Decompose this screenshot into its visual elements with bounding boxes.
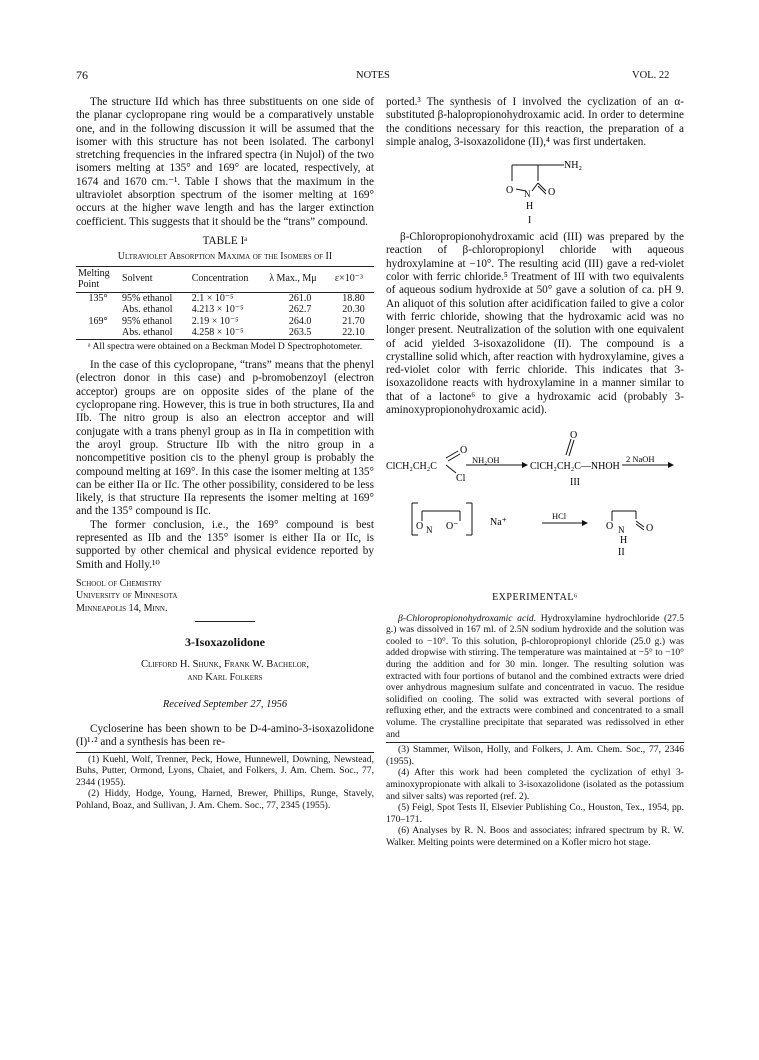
experimental-heading: EXPERIMENTAL⁶	[492, 592, 578, 604]
table-cell: 264.0	[288, 315, 312, 327]
body-paragraph: The former conclusion, i.e., the 169° compound is best represented as IIb and the 135° isomer is either IIa or IIc, is supported by other chemical and physical evidence reported by Smith and Holly.¹⁰	[76, 518, 374, 571]
table-header: Concentration	[190, 266, 268, 292]
scheme-o1: O	[460, 445, 468, 457]
scheme-p-n: N	[618, 525, 625, 536]
scheme-reagent1: NH₂OH	[472, 455, 500, 466]
scheme-product: ClCH₂CH₂C—NHOH	[530, 461, 620, 473]
uv-table	[76, 266, 374, 340]
table-header: λ Max., Mμ	[267, 266, 333, 292]
scheme-p-o: O	[606, 521, 614, 533]
footnote: (6) Analyses by R. N. Boos and associates; infrared spectrum by R. W. Walker. Melting points were determined on a Kofler micro hot stage.	[386, 825, 684, 848]
table-cell	[76, 327, 120, 339]
body-paragraph: β-Chloropropionohydroxamic acid (III) was prepared by the reaction of β-chloropropionyl chloride with aqueous hydroxylamine at −10°. The resulting acid (III) gave a red-violet color with ferric chloride.⁵ Treatment of III with two equivalents of aqueous sodium hydroxide at 50° gave a solution of ca. pH 9. An aliquot of this solution after acidification failed to give a color with ferric chloride, showing that the hydroxamic acid was no longer present. Neutralization of the solution with one equivalent of acid yielded 3-isoxazolidone (II). The compound is a crystalline solid which, after reaction with hydroxylamine, gives a red-violet color with ferric chloride. This indicates that 3-isoxazolidone reacts with hydroxylamine in a manner similar to that of a lactone⁶ to give a hydroxamic acid (probably 3-aminoxypropionohydroxamic acid).	[386, 231, 684, 417]
table-cell: 4.258 × 10⁻⁵	[190, 327, 268, 339]
scheme-reactant: ClCH₂CH₂C	[386, 461, 437, 473]
table-label: TABLE Iᵃ	[202, 234, 248, 247]
scheme-p-oketo: O	[646, 523, 654, 535]
left-column	[76, 96, 374, 812]
table-cell: Abs. ethanol	[122, 304, 173, 316]
table-row	[76, 304, 374, 316]
scheme-o2: O	[570, 430, 578, 442]
footnote-divider	[76, 752, 374, 753]
table-cell: 2.19 × 10⁻⁵	[191, 315, 239, 327]
table-cell: 21.70	[342, 315, 365, 327]
table-cell	[76, 304, 120, 316]
table-cell: 261.0	[288, 292, 312, 304]
structure-I	[386, 153, 684, 225]
footnote: (5) Feigl, Spot Tests II, Elsevier Publishing Co., Houston, Tex., 1954, pp. 170–171.	[386, 802, 684, 825]
scheme-label3: III	[570, 477, 580, 489]
footnotes	[386, 744, 684, 848]
table-cell: 20.30	[342, 304, 365, 316]
footnote: (1) Kuehl, Wolf, Trenner, Peck, Howe, Hunnewell, Downing, Newstead, Buhs, Putter, Ormond, Lyons, Chaiet, and Folkers, J. Am. Chem. Soc., 77, 2344 (1955).	[76, 753, 374, 788]
table-cell: 22.10	[333, 327, 374, 339]
scheme-anion-o: O	[416, 521, 424, 533]
authors	[76, 658, 374, 684]
table-cell: 169°	[88, 315, 108, 327]
article-title: 3-Isoxazolidone	[184, 635, 265, 650]
volume-label: VOL. 22	[632, 70, 670, 81]
footnote: (2) Hiddy, Hodge, Young, Harned, Brewer, Phillips, Runge, Stavely, Pohland, Boaz, and Sullivan, J. Am. Chem. Soc., 77, 2345 (1955).	[76, 788, 374, 811]
scheme-anion-n: N	[426, 525, 433, 536]
body-paragraph: In the case of this cyclopropane, “trans” means that the phenyl (electron donor in this case) and p-bromobenzoyl (electron acceptor) groups are on opposite sides of the plane of the cyclopropane ring. However, this is true in both structures, IIa and IIb. The nitro group is also an electron acceptor and will conjugate with a trans phenyl group as in IIa in competition with the aroyl group. Structure IIb with the nitro group in a noncompetitive position cis to the phenyl group is probably the compound melting at 169°. In this case the isomer melting at 135° can be either IIa or IIc. The other possibility, considered to be less likely, is that structure IIa represents the isomer melting at 169° and the 135° compound is IIc.	[76, 359, 374, 518]
affiliation	[76, 578, 374, 616]
reaction-scheme	[386, 429, 684, 555]
scheme-p-h: H	[620, 535, 628, 547]
affiliation-line: School of Chemistry	[76, 577, 162, 589]
table-header: Melting Point	[76, 266, 120, 292]
table-title: Ultraviolet Absorption Maxima of the Isomers of II	[117, 251, 333, 263]
body-paragraph: ported.³ The synthesis of I involved the cyclization of an α-substituted β-halopropionohydroxamic acid. In order to determine the conditions necessary for this reaction, the preparation of a simple analog, 3-isoxazolidone (II),⁴ was first undertaken.	[386, 96, 684, 148]
table-cell: 18.80	[342, 292, 365, 304]
table-row	[76, 292, 374, 304]
struct-h: H	[526, 201, 534, 213]
footnotes	[76, 754, 374, 812]
scheme-reagent3: HCl	[552, 511, 567, 522]
page-number: 76	[76, 68, 88, 82]
footnote-divider	[386, 742, 684, 743]
table-header: Solvent	[120, 266, 190, 292]
table-footnote: ᵃ All spectra were obtained on a Beckman Model D Spectrophotometer.	[88, 340, 363, 352]
scheme-cl: Cl	[456, 473, 466, 485]
table-header: ε×10⁻³	[333, 266, 374, 292]
footnote: (3) Stammer, Wilson, Holly, and Folkers, J. Am. Chem. Soc., 77, 2346 (1955).	[386, 744, 684, 767]
table-cell: 135°	[88, 292, 108, 304]
struct-nh2: NH₂	[564, 160, 582, 172]
affiliation-line: Minneapolis 14, Minn.	[76, 602, 168, 614]
table-row	[76, 327, 374, 339]
body-paragraph: Cycloserine has been shown to be D-4-amino-3-isoxazolidone (I)¹·² and a synthesis has been re-	[76, 723, 374, 749]
affiliation-line: University of Minnesota	[76, 590, 178, 602]
section-header: NOTES	[356, 70, 390, 81]
struct-o-keto: O	[548, 187, 556, 199]
authors-line: and Karl Folkers	[187, 671, 263, 683]
table-cell: 2.1 × 10⁻⁵	[191, 292, 234, 304]
authors-line: Clifford H. Shunk, Frank W. Bachelor,	[141, 658, 309, 670]
table-row	[76, 316, 374, 328]
body-paragraph: The structure IId which has three substituents on one side of the planar cyclopropane ring would be a comparatively unstable one, and in the following discussion it will be assumed that the isomer with this structure has not been isolated. The carbonyl stretching frequencies in the infrared spectra (in Nujol) of the two isomers melting at 135° and 169° are located, respectively, at 1674 and 1670 cm.⁻¹. Table I shows that the maximum in the ultraviolet absorption spectrum of the isomer melting at 169° occurs at the higher wave length and has the larger extinction coefficient. This suggests that it should be the “trans” compound.	[76, 96, 374, 228]
experimental-paragraph	[386, 613, 684, 741]
struct-o-ring: O	[506, 185, 514, 197]
footnote: (4) After this work had been completed the cyclization of ethyl 3-aminoxypropionate with alkali to 3-isoxazolidone (isolated as the potassium and silver salts) was reported (ref. 2).	[386, 767, 684, 802]
scheme-na: Na⁺	[490, 517, 507, 529]
struct-n: N	[524, 189, 531, 200]
scheme-anion-ominus: O⁻	[446, 521, 459, 533]
scheme-label2: II	[618, 547, 625, 556]
experimental-text: Hydroxylamine hydrochloride (27.5 g.) was dissolved in 167 ml. of 2.5N sodium hydroxide and the solution was cooled to −10°. To this solution, β-chloropropionyl chloride (25.0 g.) was added dropwise with stirring. The temperature was maintained at −5° to −10° during the addition and for 30 min. longer. The resulting solution was extracted with four portions of butanol and the combined extracts were dried over anhydrous magnesium sulfate and concentrated in vacuo. The residue solidified on cooling. The solid was extracted with several portions of refluxing ether, and the extracts were combined and concentrated to a small volume. The crystalline precipitate that separated was redissolved in ether and	[386, 612, 684, 740]
table-cell: 95% ethanol	[122, 315, 173, 327]
experimental-subtitle: β-Chloropropionohydroxamic acid.	[398, 612, 537, 624]
struct-label: I	[528, 215, 532, 226]
table-cell: 263.5	[267, 327, 333, 339]
scheme-reagent2: 2 NaOH	[626, 454, 655, 465]
right-column	[386, 96, 684, 849]
received-date: Received September 27, 1956	[162, 698, 288, 710]
table-cell: 95% ethanol	[122, 292, 173, 304]
table-cell: 262.7	[288, 304, 312, 316]
section-divider	[195, 621, 255, 622]
table-cell: Abs. ethanol	[120, 327, 190, 339]
table-header-row	[76, 266, 374, 292]
table-cell: 4.213 × 10⁻⁵	[191, 304, 244, 316]
